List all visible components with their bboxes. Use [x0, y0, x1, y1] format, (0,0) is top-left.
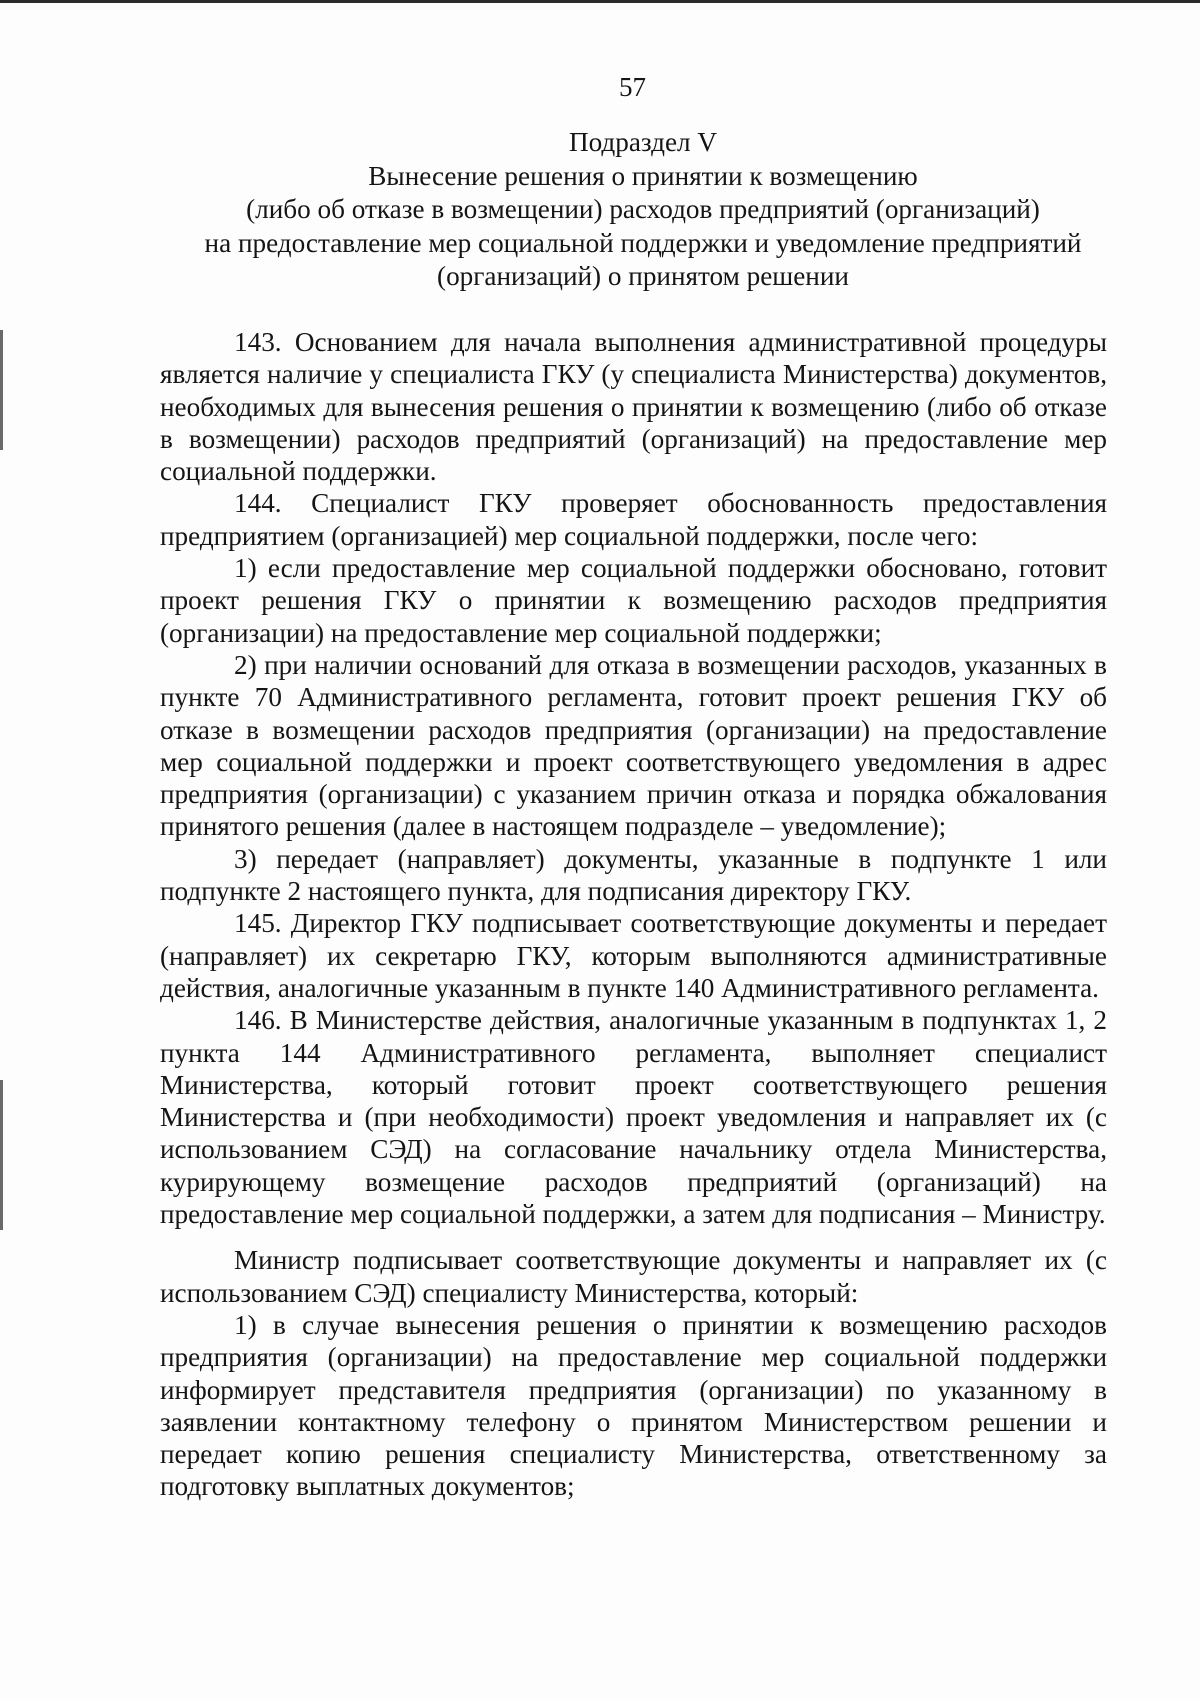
- scan-margin-mark: [0, 1080, 3, 1230]
- paragraph-144-item-1: 1) если предоставление мер социальной поддержки обосновано, готовит проект решения ГКУ о принятии к возмещению расходов предприятия (организации) на предоставление мер социальной поддержки;: [160, 553, 1107, 648]
- paragraph-146: 146. В Министерстве действия, аналогичные указанным в подпунктах 1, 2 пункта 144 Административного регламента, выполняет специалист Министерства, который готовит проект соответствующего решения Министерства и (при необходимости) проект уведомления и направляет их (с использованием СЭД) на согласование начальнику отдела Министерства, курирующему возмещение расходов предприятий (организаций) на предоставление мер социальной поддержки, а затем для подписания – Министру.: [160, 1005, 1107, 1230]
- heading-line: (либо об отказе в возмещении) расходов предприятий (организаций): [246, 194, 1040, 224]
- paragraph-minister: Министр подписывает соответствующие документы и направляет их (с использованием СЭД) специалисту Министерства, который:: [160, 1245, 1107, 1308]
- paragraph-minister-item-1: 1) в случае вынесения решения о принятии к возмещению расходов предприятия (организации) на предоставление мер социальной поддержки информирует представителя предприятия (организации) по указанному в заявлении контактному телефону о принятом Министерством решении и передает копию решения специалисту Министерства, ответственному за подготовку выплатных документов;: [160, 1309, 1107, 1502]
- paragraph-145: 145. Директор ГКУ подписывает соответствующие документы и передает (направляет) их секретарю ГКУ, которым выполняются административные действия, аналогичные указанным в пункте 140 Административного регламента.: [160, 908, 1107, 1003]
- paragraph-143: 143. Основанием для начала выполнения административной процедуры является наличие у специалиста ГКУ (у специалиста Министерства) документов, необходимых для вынесения решения о принятии к возмещению (либо об отказе в возмещении) расходов предприятий (организаций) на предоставление мер социальной поддержки.: [160, 327, 1107, 487]
- section-heading: [160, 126, 1126, 294]
- scan-top-border: [0, 0, 1200, 3]
- scan-margin-mark: [0, 330, 3, 450]
- paragraph-144: 144. Специалист ГКУ проверяет обоснованность предоставления предприятием (организацией) мер социальной поддержки, после чего:: [160, 488, 1107, 551]
- heading-line: на предоставление мер социальной поддержки и уведомление предприятий: [204, 227, 1082, 258]
- body-text: [160, 326, 1107, 1503]
- heading-line: (организаций) о принятом решении: [437, 261, 849, 291]
- page-number: 57: [619, 72, 646, 102]
- paragraph-144-item-2: 2) при наличии оснований для отказа в возмещении расходов, указанных в пункте 70 Административного регламента, готовит проект решения ГКУ об отказе в возмещении расходов предприятия (организации) на предоставление мер социальной поддержки и проект соответствующего уведомления в адрес предприятия (организации) с указанием причин отказа и порядка обжалования принятого решения (далее в настоящем подразделе – уведомление);: [160, 649, 1107, 842]
- heading-line: Вынесение решения о принятии к возмещению: [368, 160, 918, 191]
- heading-line: Подраздел V: [568, 127, 718, 157]
- paragraph-144-item-3: 3) передает (направляет) документы, указанные в подпункте 1 или подпункте 2 настоящего пункта, для подписания директору ГКУ.: [160, 843, 1107, 907]
